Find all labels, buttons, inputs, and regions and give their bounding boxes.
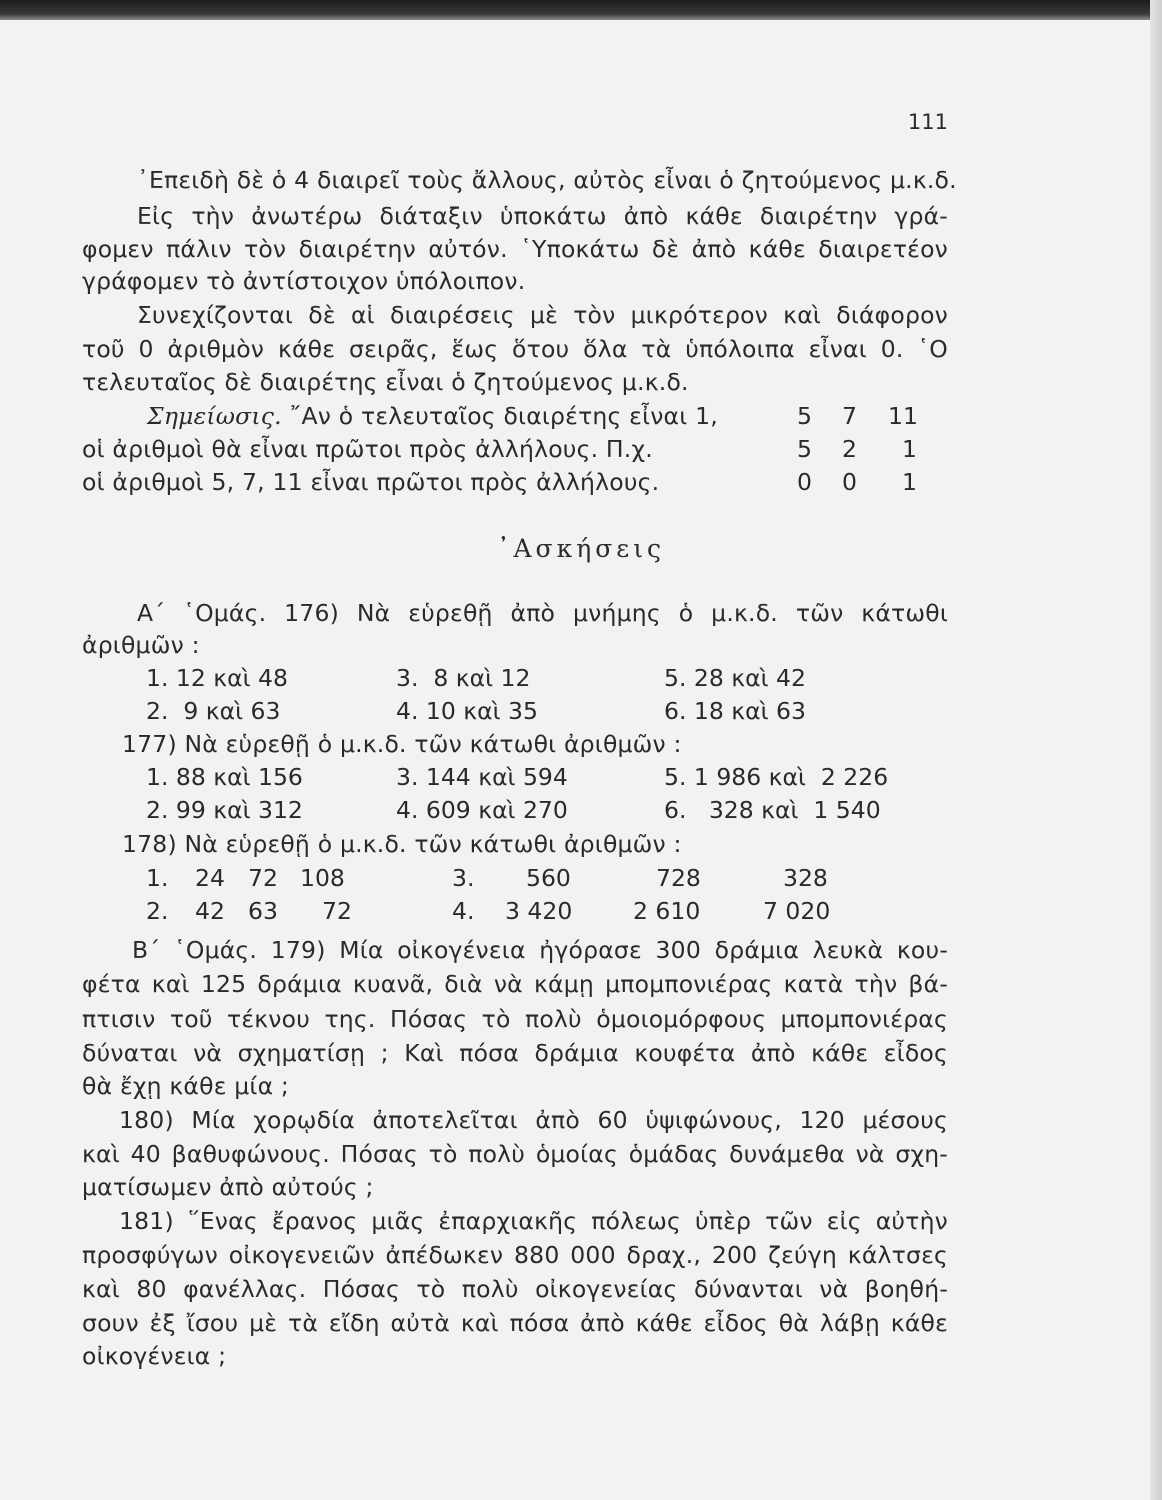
text-line: Β΄ ῾Ομάς. 179) Μία οἰκογένεια ἠγόρασε 300 δράμια λευκὰ κου- — [132, 936, 948, 964]
text-line: 180) Μία χορῳδία ἀποτελεῖται ἀπὸ 60 ὑψιφώνους, 120 μέσους — [119, 1106, 948, 1134]
exercise-item: 2. — [146, 897, 169, 925]
text-line: γράφομεν τὸ ἀντίστοιχον ὑπόλοιπον. — [82, 267, 526, 295]
note-label: Σημείωσις. — [147, 402, 282, 430]
exercise-item: 560 — [526, 864, 571, 892]
text-line: καὶ 40 βαθυφώνους. Πόσας τὸ πολὺ ὁμοίας ὁμάδας δυνάμεθα νὰ σχη- — [82, 1140, 948, 1168]
text-line: πτισιν τοῦ τέκνου της. Πόσας τὸ πολὺ ὁμοιομόρφους μπομπονιέρας — [82, 1005, 948, 1033]
text-line: ᾿Επειδὴ δὲ ὁ 4 διαιρεῖ τοὺς ἄλλους, αὐτὸς εἶναι ὁ ζητούμενος μ.κ.δ. — [137, 166, 957, 194]
exercise-item: 5. 28 καὶ 42 — [664, 664, 806, 692]
exercise-item: 3. — [452, 864, 475, 892]
note-table-cell: 5 — [797, 402, 812, 430]
exercise-item: 3. 144 καὶ 594 — [396, 763, 568, 791]
exercise-item: 72 — [248, 864, 278, 892]
page-number: 111 — [907, 110, 948, 134]
text-line: τοῦ 0 ἀριθμὸν κάθε σειρᾶς, ἕως ὅτου ὅλα τὰ ὑπόλοιπα εἶναι 0. ῾Ο — [82, 335, 948, 363]
text-line: ματίσωμεν ἀπὸ αὐτούς ; — [82, 1173, 374, 1201]
exercise-item: 2. 99 καὶ 312 — [146, 796, 303, 824]
text-line: 181) ῞Ενας ἔρανος μιᾶς ἐπαρχιακῆς πόλεως ὑπὲρ τῶν εἰς αὐτὴν — [119, 1207, 948, 1235]
exercise-item: 2 610 — [633, 897, 701, 925]
exercise-item: 72 — [322, 897, 352, 925]
text-line: Εἰς τὴν ἀνωτέρω διάταξιν ὑποκάτω ἀπὸ κάθε διαιρέτην γρά- — [137, 202, 948, 230]
note-table-cell: 11 — [888, 402, 918, 430]
exercise-item: 4. — [452, 897, 475, 925]
note-line-1 — [147, 400, 718, 432]
section-heading: ᾿Ασκήσεις — [496, 534, 666, 563]
exercise-item: 2. 9 καὶ 63 — [146, 697, 281, 725]
note-table-cell: 0 — [797, 468, 812, 496]
exercise-item: 1. 12 καὶ 48 — [146, 664, 288, 692]
exercise-item: 6. 18 καὶ 63 — [664, 697, 806, 725]
exercise-176-intro: Α΄ ῾Ομάς. 176) Νὰ εὑρεθῇ ἀπὸ μνήμης ὁ μ.κ.δ. τῶν κάτωθι — [137, 599, 948, 627]
text-line: τελευταῖος δὲ διαιρέτης εἶναι ὁ ζητούμενος μ.κ.δ. — [82, 368, 689, 396]
exercise-item: 4. 10 καὶ 35 — [396, 697, 538, 725]
note-table-cell: 2 — [842, 435, 857, 463]
text-line: φομεν πάλιν τὸν διαιρέτην αὐτόν. ῾Υποκάτω δὲ ἀπὸ κάθε διαιρετέον — [82, 235, 948, 263]
note-line-2: οἱ ἀριθμοὶ θὰ εἶναι πρῶτοι πρὸς ἀλλήλους. Π.χ. — [82, 435, 653, 463]
exercise-177-title: 177) Νὰ εὑρεθῇ ὁ μ.κ.δ. τῶν κάτωθι ἀριθμῶν : — [122, 730, 682, 758]
text-line: προσφύγων οἰκογενειῶν ἀπέδωκεν 880 000 δραχ., 200 ζεύγη κάλτσες — [82, 1241, 948, 1269]
exercise-item: 63 — [248, 897, 278, 925]
text-line: θὰ ἔχῃ κάθε μία ; — [82, 1072, 290, 1100]
exercise-item: 328 — [783, 864, 828, 892]
exercise-item: 5. 1 986 καὶ 2 226 — [664, 763, 889, 791]
note-table-cell: 5 — [797, 435, 812, 463]
note-text: ῎Αν ὁ τελευταῖος διαιρέτης εἶναι 1, — [289, 402, 718, 430]
text-line: καὶ 80 φανέλλας. Πόσας τὸ πολὺ οἰκογενείας δύνανται νὰ βοηθή- — [82, 1275, 948, 1303]
exercise-item: 42 — [195, 897, 225, 925]
text-line: Συνεχίζονται δὲ αἱ διαιρέσεις μὲ τὸν μικρότερον καὶ διάφορον — [137, 301, 948, 329]
exercise-item: 1. — [146, 864, 169, 892]
exercise-item: 7 020 — [763, 897, 831, 925]
exercise-item: 3 420 — [505, 897, 573, 925]
exercise-item: 6. 328 καὶ 1 540 — [664, 796, 881, 824]
text-line: φέτα καὶ 125 δράμια κυανᾶ, διὰ νὰ κάμῃ μπομπονιέρας κατὰ τὴν βά- — [82, 970, 948, 998]
note-table-cell: 7 — [842, 402, 857, 430]
exercise-item: 108 — [300, 864, 345, 892]
exercise-item: 4. 609 καὶ 270 — [396, 796, 568, 824]
text-line: σουν ἐξ ἴσου μὲ τὰ εἴδη αὐτὰ καὶ πόσα ἀπὸ κάθε εἶδος θὰ λάβῃ κάθε — [82, 1309, 948, 1337]
exercise-item: 24 — [195, 864, 225, 892]
exercise-item: 3. 8 καὶ 12 — [396, 664, 531, 692]
exercise-176-intro-cont: ἀριθμῶν : — [82, 631, 200, 659]
text-line: οἰκογένεια ; — [82, 1342, 227, 1370]
note-table-cell: 1 — [902, 435, 917, 463]
exercise-178-title: 178) Νὰ εὑρεθῇ ὁ μ.κ.δ. τῶν κάτωθι ἀριθμῶν : — [122, 830, 682, 858]
note-table-cell: 0 — [842, 468, 857, 496]
text-line: δύναται νὰ σχηματίσῃ ; Καὶ πόσα δράμια κουφέτα ἀπὸ κάθε εἶδος — [82, 1039, 948, 1067]
exercise-item: 728 — [656, 864, 701, 892]
note-table-cell: 1 — [902, 468, 917, 496]
exercise-item: 1. 88 καὶ 156 — [146, 763, 303, 791]
note-line-3: οἱ ἀριθμοὶ 5, 7, 11 εἶναι πρῶτοι πρὸς ἀλλήλους. — [82, 468, 660, 496]
